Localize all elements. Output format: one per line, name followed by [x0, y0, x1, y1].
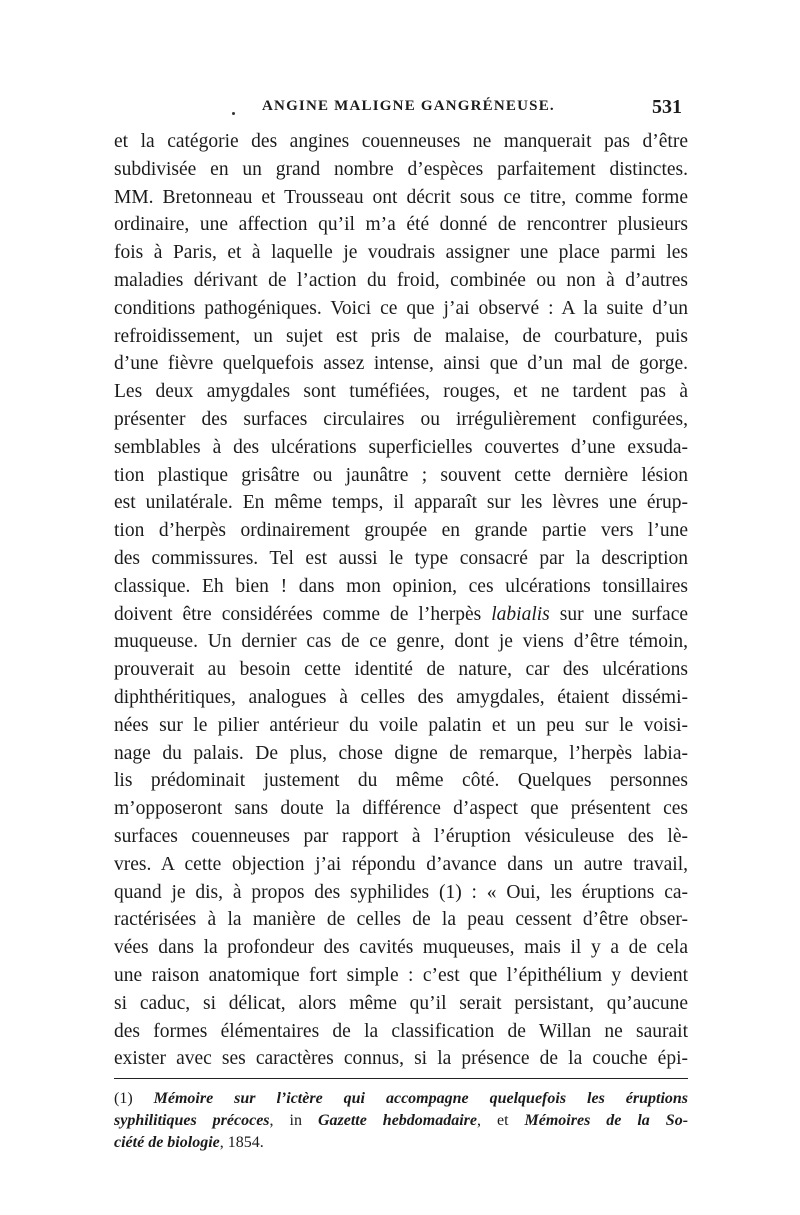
text-line: ractérisées à la manière de celles de la peau cessent d’être obser-	[114, 909, 688, 931]
footnote-journal: Mémoires de la So-	[524, 1112, 689, 1129]
text-line: refroidissement, un sujet est pris de malaise, de courbature, puis	[114, 325, 688, 347]
text-line: des commissures. Tel est aussi le type consacré par la description	[114, 547, 688, 569]
footnote-line	[114, 1110, 688, 1132]
text-line: m’opposeront sans doute la différence d’aspect que présentent ces	[114, 798, 688, 820]
text-line: vres. A cette objection j’ai répondu d’avance dans un autre travail,	[114, 853, 688, 875]
page-number: 531	[652, 96, 682, 118]
text-line-mixed	[114, 601, 688, 629]
text-line: ordinaire, une affection qu’il m’a été donné de rencontrer plusieurs	[114, 214, 688, 236]
text-line: des formes élémentaires de la classification de Willan ne saurait	[114, 1020, 688, 1042]
footnote-line	[114, 1132, 688, 1154]
text-line: est unilatérale. En même temps, il apparaît sur les lèvres une érup-	[114, 492, 688, 514]
footnote-journal: ciété de biologie	[114, 1134, 220, 1151]
text-line: quand je dis, à propos des syphilides (1) : « Oui, les éruptions ca-	[114, 881, 688, 903]
bleed-through-shadow	[420, 1046, 690, 1076]
footnote	[114, 1088, 688, 1154]
footnote-text: , et	[477, 1112, 525, 1129]
text-line: nage du palais. De plus, chose digne de remarque, l’herpès labia-	[114, 742, 688, 764]
text-line: une raison anatomique fort simple : c’est que l’épithélium y devient	[114, 964, 688, 986]
running-header	[114, 98, 686, 122]
ink-speck	[232, 112, 235, 115]
footnote-title: syphilitiques précoces	[114, 1112, 270, 1129]
footnote-line	[114, 1088, 688, 1110]
footnote-text: , in	[269, 1112, 318, 1129]
text-line: fois à Paris, et à laquelle je voudrais assigner une place parmi les	[114, 242, 688, 264]
italic-term: labialis	[491, 603, 550, 625]
footnote-rule	[114, 1078, 688, 1079]
text-line: diphthéritiques, analogues à celles des amygdales, étaient dissémi-	[114, 686, 688, 708]
running-title: ANGINE MALIGNE GANGRÉNEUSE.	[262, 98, 555, 114]
text-line: semblables à des ulcérations superficielles couvertes d’une exsuda-	[114, 436, 688, 458]
text-line: subdivisée en un grand nombre d’espèces parfaitement distinctes.	[114, 158, 688, 180]
text-line: si caduc, si délicat, alors même qu’il serait persistant, qu’aucune	[114, 992, 688, 1014]
text-segment: doivent être considérées comme de l’herpès	[114, 603, 492, 625]
footnote-title: Mémoire sur l’ictère qui accompagne quelquefois les éruptions	[153, 1090, 689, 1107]
text-line: d’une fièvre quelquefois assez intense, ainsi que d’un mal de gorge.	[114, 353, 688, 375]
text-line: surfaces couenneuses par rapport à l’éruption vésiculeuse des lè-	[114, 825, 688, 847]
footnote-marker: (1)	[114, 1090, 154, 1107]
text-line: classique. Eh bien ! dans mon opinion, ces ulcérations tonsillaires	[114, 575, 688, 597]
text-line: muqueuse. Un dernier cas de ce genre, dont je viens d’être témoin,	[114, 631, 688, 653]
text-line: présenter des surfaces circulaires ou irrégulièrement configurées,	[114, 408, 688, 430]
text-line: lis prédominait justement du même côté. Quelques personnes	[114, 770, 688, 792]
footnote-year: , 1854.	[219, 1134, 264, 1151]
text-line: tion d’herpès ordinairement groupée en grande partie vers l’une	[114, 520, 688, 542]
text-line: conditions pathogéniques. Voici ce que j’ai observé : A la suite d’un	[114, 297, 688, 319]
body-text	[114, 128, 688, 1073]
text-line: nées sur le pilier antérieur du voile palatin et un peu sur le voisi-	[114, 714, 688, 736]
text-line: tion plastique grisâtre ou jaunâtre ; souvent cette dernière lésion	[114, 464, 688, 486]
text-line: maladies dérivant de l’action du froid, combinée ou non à d’autres	[114, 269, 688, 291]
text-line: prouverait au besoin cette identité de nature, car des ulcérations	[114, 659, 688, 681]
text-line: Les deux amygdales sont tuméfiées, rouges, et ne tardent pas à	[114, 381, 688, 403]
text-line: et la catégorie des angines couenneuses ne manquerait pas d’être	[114, 131, 688, 152]
footnote-journal: Gazette hebdomadaire	[317, 1112, 478, 1129]
text-line: vées dans la profondeur des cavités muqueuses, mais il y a de cela	[114, 937, 688, 959]
text-line: exister avec ses caractères connus, si la présence de la couche épi-	[114, 1048, 688, 1070]
text-segment: sur une surface	[549, 603, 689, 625]
text-line: MM. Bretonneau et Trousseau ont décrit sous ce titre, comme forme	[114, 186, 688, 208]
